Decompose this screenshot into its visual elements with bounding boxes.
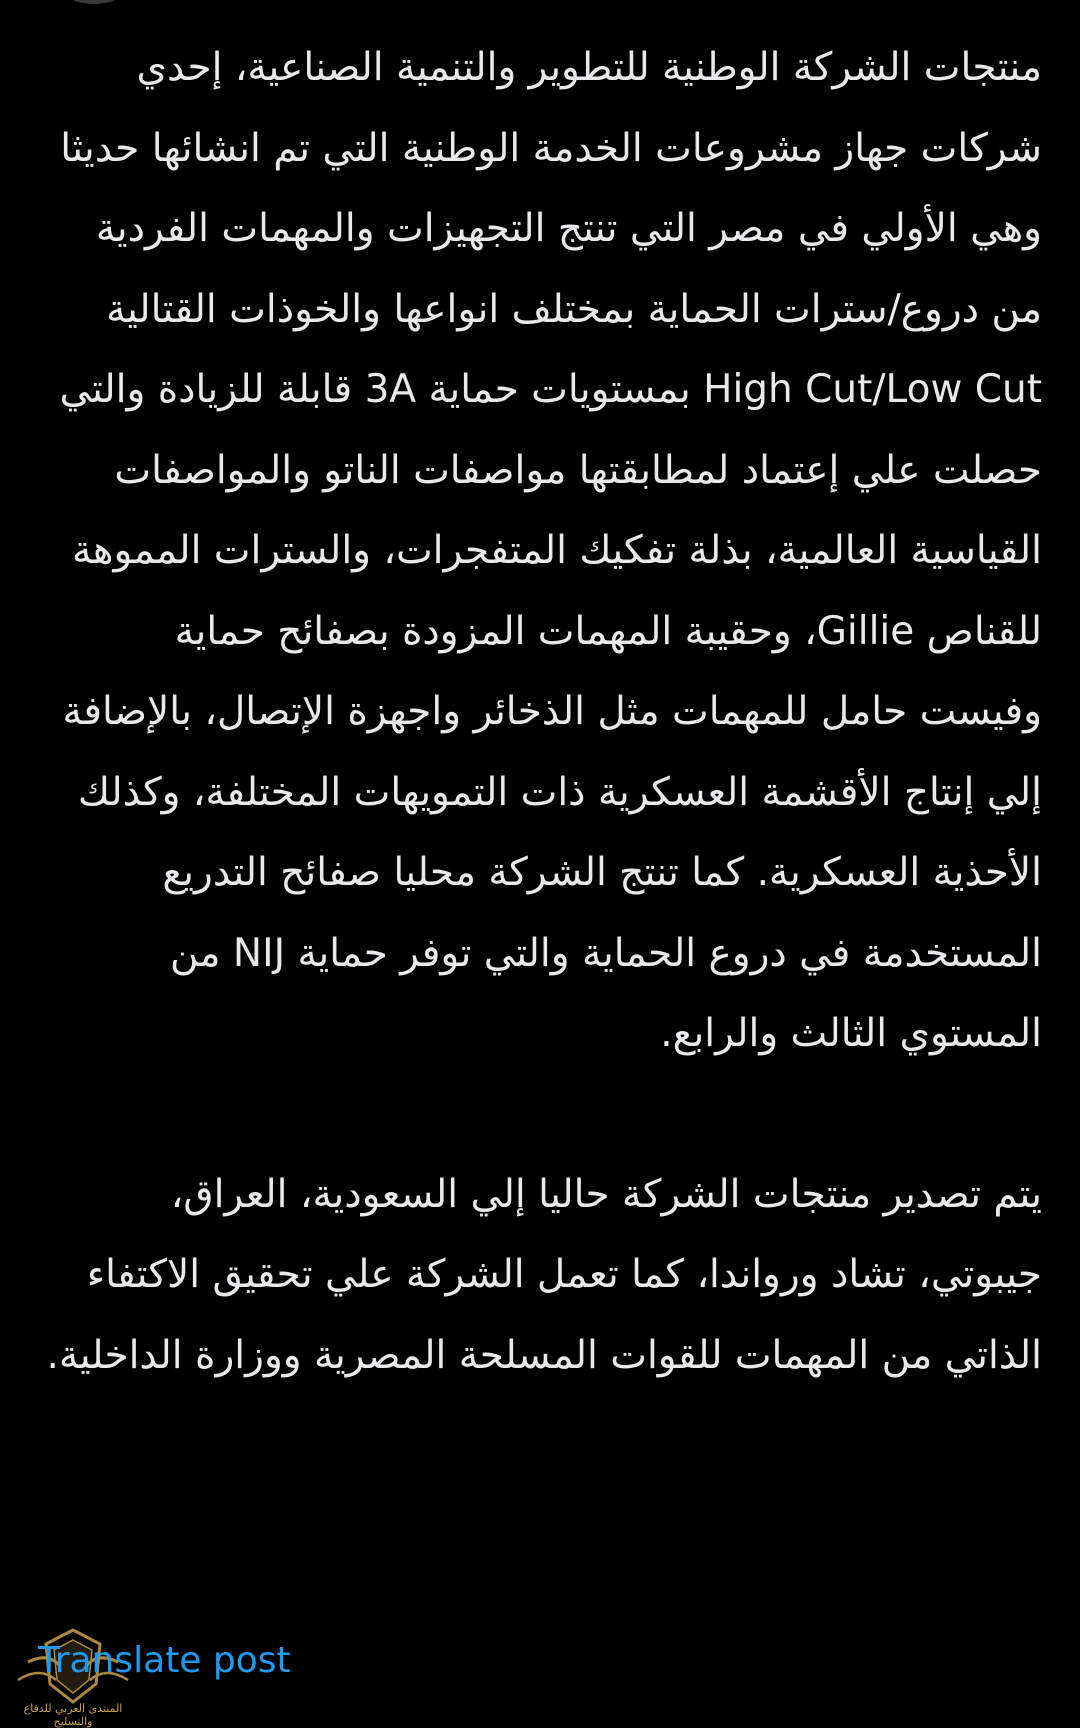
post-paragraph-2: يتم تصدير منتجات الشركة حاليا إلي السعودية، العراق، جيبوتي، تشاد ورواندا، كما تعمل الشركة علي تحقيق الاكتفاء الذاتي من المهمات للقوات المسلحة المصرية ووزارة الداخلية. [46, 1171, 1042, 1378]
post-text [40, 28, 1042, 1396]
forum-watermark-text: المنتدى العربي للدفاع والتسليح [23, 1702, 123, 1728]
post-paragraph-1: منتجات الشركة الوطنية للتطوير والتنمية الصناعية، إحدي شركات جهاز مشروعات الخدمة الوطنية التي تم انشائها حديثا وهي الأولي في مصر التي تنتج التجهيزات والمهمات الفردية من دروع/سترات الحماية بمختلف انواعها والخوذات القتالية High Cut/Low Cut بمستويات حماية 3A قابلة للزيادة والتي حصلت علي إعتماد لمطابقتها مواصفات الناتو والمواصفات القياسية العالمية، بذلة تفكيك المتفجرات، والسترات المموهة للقناص Gillie، وحقيبة المهمات المزودة بصفائح حماية وفيست حامل للمهمات مثل الذخائر واجهزة الإتصال، بالإضافة إلي إنتاج الأقشمة العسكرية ذات التمويهات المختلفة، وكذلك الأحذية العسكرية. كما تنتج الشركة محليا صفائح التدريع المستخدمة في دروع الحماية والتي توفر حماية NIJ من المستوي الثالث والرابع. [59, 45, 1042, 1056]
avatar-partial[interactable] [62, 0, 126, 4]
translate-post-link[interactable]: Translate post [38, 1640, 291, 1681]
